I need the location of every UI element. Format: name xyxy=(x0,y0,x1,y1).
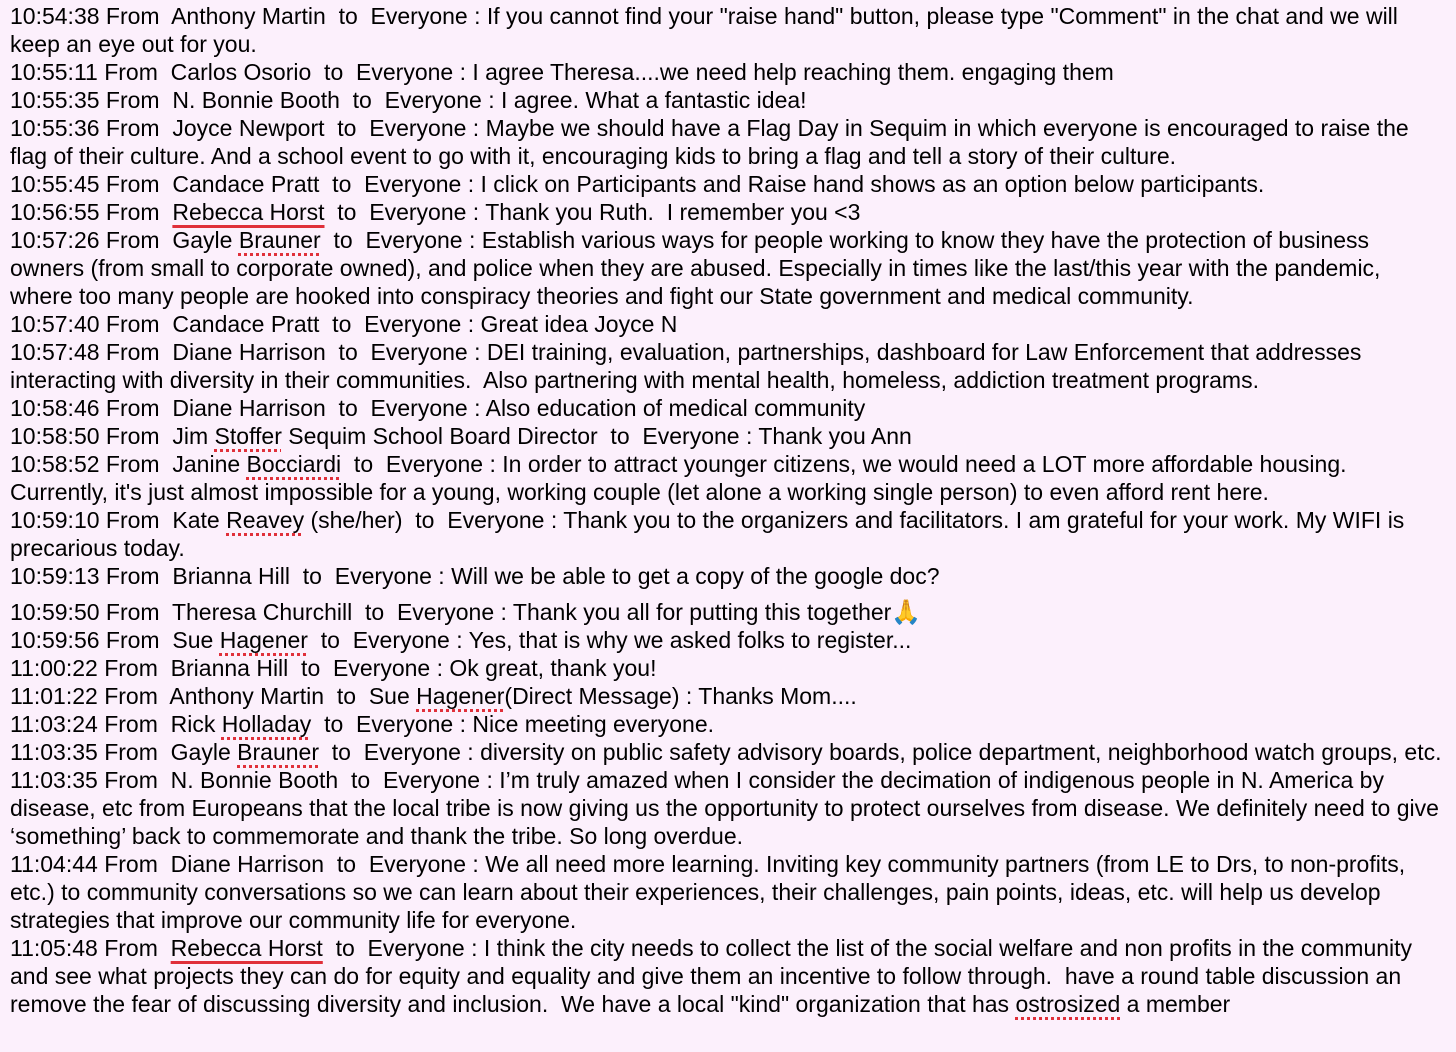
sender-name: Anthony Martin xyxy=(169,683,325,709)
message-time: 10:57:48 xyxy=(10,339,100,365)
sender-name: Brianna Hill xyxy=(170,655,289,681)
sender-name: Rebecca Horst xyxy=(170,935,323,961)
chat-message: 10:56:55 From Rebecca Horst to Everyone : Thank you Ruth. I remember you <3 xyxy=(10,199,861,225)
recipient-name: Everyone xyxy=(370,3,468,29)
message-time: 10:55:36 xyxy=(10,115,100,141)
recipient-name: Everyone xyxy=(367,935,465,961)
sender-name: Candace Pratt xyxy=(172,171,320,197)
sender-first-name: Gayle xyxy=(172,227,233,253)
recipient-name: Everyone xyxy=(356,59,454,85)
sender-pronouns: (she/her) xyxy=(310,507,403,533)
message-time: 10:59:50 xyxy=(10,599,100,625)
direct-message-tag: (Direct Message) xyxy=(504,683,680,709)
chat-message: 10:55:36 From Joyce Newport to Everyone : Maybe we should have a Flag Day in Sequim in which everyone is encouraged to raise the flag of their culture. And a school event to go with it, encouraging kids to bring a flag and tell a story of their culture. xyxy=(10,115,1416,169)
sender-last-name: Bocciardi xyxy=(246,451,342,477)
message-text: Yes, that is why we asked folks to register... xyxy=(468,627,912,653)
message-time: 11:05:48 xyxy=(10,935,98,961)
message-text: Thanks Mom.... xyxy=(698,683,857,709)
recipient-name: Everyone xyxy=(370,395,468,421)
recipient-name: Everyone xyxy=(363,739,461,765)
recipient-name: Everyone xyxy=(364,171,462,197)
sender-name: Diane Harrison xyxy=(172,395,326,421)
message-text: We all need more learning. Inviting key community partners (from LE to Drs, to non-profits, etc.) to community conversations so we can learn about their experiences, their challenges, pain points, ideas, etc. will help us develop strategies that improve our community life for everyone. xyxy=(10,851,1412,933)
recipient-name: Everyone xyxy=(369,199,467,225)
message-time: 11:03:35 xyxy=(10,767,98,793)
recipient-name: Everyone xyxy=(352,627,450,653)
sender-name: Carlos Osorio xyxy=(170,59,312,85)
chat-message: 10:59:56 From Sue Hagener to Everyone : Yes, that is why we asked folks to register... xyxy=(10,627,912,653)
sender-name: Diane Harrison xyxy=(172,339,326,365)
sender-last-name: Holladay xyxy=(221,711,312,737)
chat-message: 11:03:35 From Gayle Brauner to Everyone : diversity on public safety advisory boards, police department, neighborhood watch groups, etc. xyxy=(10,739,1442,765)
message-time: 10:58:52 xyxy=(10,451,100,477)
sender-last-name: Hagener xyxy=(219,627,308,653)
chat-message: 11:03:35 From N. Bonnie Booth to Everyone : I’m truly amazed when I consider the decimation of indigenous people in N. America by disease, etc from Europeans that the local tribe is now giving us the opportunity to protect ourselves from disease. We definitely need to give ‘something’ back to commemorate and thank the tribe. So long overdue. xyxy=(10,767,1446,849)
chat-message: 10:55:35 From N. Bonnie Booth to Everyone : I agree. What a fantastic idea! xyxy=(10,87,807,113)
recipient-name: Everyone xyxy=(368,851,466,877)
chat-message: 10:55:45 From Candace Pratt to Everyone : I click on Participants and Raise hand shows as an option below participants. xyxy=(10,171,1265,197)
chat-message: 10:59:13 From Brianna Hill to Everyone : Will we be able to get a copy of the google doc? xyxy=(10,563,940,589)
sender-first-name: Gayle xyxy=(170,739,231,765)
sender-name: N. Bonnie Booth xyxy=(172,87,340,113)
chat-message: 11:01:22 From Anthony Martin to Sue Hagener(Direct Message) : Thanks Mom.... xyxy=(10,683,857,709)
message-time: 10:58:50 xyxy=(10,423,100,449)
message-text: In order to attract younger citizens, we would need a LOT more affordable housing. Currently, it's just almost impossible for a young, working couple (let alone a working single person) to even afford rent here. xyxy=(10,451,1353,505)
chat-message: 10:58:46 From Diane Harrison to Everyone : Also education of medical community xyxy=(10,395,866,421)
message-time: 10:59:10 xyxy=(10,507,100,533)
message-text-end: a member xyxy=(1120,991,1231,1017)
sender-name: Diane Harrison xyxy=(170,851,325,877)
chat-message: 10:57:48 From Diane Harrison to Everyone : DEI training, evaluation, partnerships, dashboard for Law Enforcement that addresses interacting with diversity in their communities. Also partnering with mental health, homeless, addiction treatment programs. xyxy=(10,339,1368,393)
chat-message: 11:04:44 From Diane Harrison to Everyone : We all need more learning. Inviting key community partners (from LE to Drs, to non-profits, etc.) to community conversations so we can learn about their experiences, their challenges, pain points, ideas, etc. will help us develop strategies that improve our community life for everyone. xyxy=(10,851,1412,933)
message-time: 10:56:55 xyxy=(10,199,100,225)
message-text: DEI training, evaluation, partnerships, dashboard for Law Enforcement that addresses interacting with diversity in their communities. Also partnering with mental health, homeless, addiction treatment programs. xyxy=(10,339,1368,393)
chat-message: 10:58:52 From Janine Bocciardi to Everyone : In order to attract younger citizens, we would need a LOT more affordable housing. Currently, it's just almost impossible for a young, working couple (let alone a working single person) to even afford rent here. xyxy=(10,451,1353,505)
message-text: Thank you all for putting this together xyxy=(512,599,892,625)
message-text: Thank you to the organizers and facilitators. I am grateful for your work. My WIFI is precarious today. xyxy=(10,507,1411,561)
chat-message: 10:54:38 From Anthony Martin to Everyone : If you cannot find your "raise hand" button, please type "Comment" in the chat and we will keep an eye out for you. xyxy=(10,3,1405,57)
message-text: Thank you Ruth. I remember you <3 xyxy=(485,199,861,225)
recipient-name: Everyone xyxy=(384,87,482,113)
message-text: I agree. What a fantastic idea! xyxy=(500,87,807,113)
recipient-name: Everyone xyxy=(447,507,545,533)
message-time: 10:54:38 xyxy=(10,3,100,29)
message-time: 10:58:46 xyxy=(10,395,100,421)
message-text: Maybe we should have a Flag Day in Sequim in which everyone is encouraged to raise the flag of their culture. And a school event to go with it, encouraging kids to bring a flag and tell a story of their culture. xyxy=(10,115,1416,169)
sender-name: Rebecca Horst xyxy=(172,199,325,225)
sender-first-name: Sue xyxy=(172,627,214,653)
message-time: 11:03:24 xyxy=(10,711,98,737)
chat-message: 10:58:50 From Jim Stoffer Sequim School Board Director to Everyone : Thank you Ann xyxy=(10,423,912,449)
sender-first-name: Rick xyxy=(170,711,216,737)
message-text: Establish various ways for people working to know they have the protection of business owners (from small to corporate owned), and police when they are abused. Especially in times like the last/this year with the pandemic, where too many people are hooked into conspiracy theories and fight our State government and medical community. xyxy=(10,227,1387,309)
message-text: I click on Participants and Raise hand shows as an option below participants. xyxy=(480,171,1265,197)
message-text: Nice meeting everyone. xyxy=(472,711,715,737)
recipient-name: Everyone xyxy=(356,711,454,737)
message-text: I think the city needs to collect the list of the social welfare and non profits in the community and see what projects they can do for equity and equality and give them an incentive to follow through. have a round table discussion an remove the fear of discussing diversity and inclusion. We have a local "kind" organization that has xyxy=(10,935,1419,1017)
sender-title: Sequim School Board Director xyxy=(288,423,598,449)
sender-name: N. Bonnie Booth xyxy=(170,767,339,793)
recipient-name: Everyone xyxy=(385,451,484,477)
message-time: 10:57:26 xyxy=(10,227,100,253)
misspelled-word: ostrosized xyxy=(1015,991,1121,1017)
message-time: 11:03:35 xyxy=(10,739,98,765)
sender-last-name: Stoffer xyxy=(214,423,282,449)
sender-first-name: Kate xyxy=(172,507,220,533)
chat-message: 10:57:26 From Gayle Brauner to Everyone : Establish various ways for people working to know they have the protection of business owners (from small to corporate owned), and police when they are abused. Especially in times like the last/this year with the pandemic, where too many people are hooked into conspiracy theories and fight our State government and medical community. xyxy=(10,227,1387,309)
praying-hands-icon: 🙏 xyxy=(891,599,922,626)
message-text: Also education of medical community xyxy=(485,395,866,421)
sender-name: Theresa Churchill xyxy=(171,599,353,625)
message-text: Great idea Joyce N xyxy=(480,311,678,337)
recipient-name: Everyone xyxy=(369,115,467,141)
message-time: 11:00:22 xyxy=(10,655,98,681)
message-text: Will we be able to get a copy of the google doc? xyxy=(451,563,940,589)
sender-first-name: Janine xyxy=(172,451,241,477)
message-text: I’m truly amazed when I consider the decimation of indigenous people in N. America by disease, etc from Europeans that the local tribe is now giving us the opportunity to protect ourselves from disease. We definitely need to give ‘something’ back to commemorate and thank the tribe. So long overdue. xyxy=(10,767,1446,849)
message-text: Thank you Ann xyxy=(758,423,912,449)
recipient-first-name: Sue xyxy=(368,683,410,709)
message-time: 10:55:35 xyxy=(10,87,100,113)
chat-message: 11:05:48 From Rebecca Horst to Everyone : I think the city needs to collect the list of the social welfare and non profits in the community and see what projects they can do for equity and equality and give them an incentive to follow through. have a round table discussion an remove the fear of discussing diversity and inclusion. We have a local "kind" organization that has ostrosized a member xyxy=(10,935,1419,1017)
recipient-name: Everyone xyxy=(642,423,740,449)
chat-message: 10:57:40 From Candace Pratt to Everyone : Great idea Joyce N xyxy=(10,311,678,337)
message-text: I agree Theresa....we need help reaching them. engaging them xyxy=(472,59,1114,85)
chat-message: 11:00:22 From Brianna Hill to Everyone : Ok great, thank you! xyxy=(10,655,657,681)
message-time: 10:59:56 xyxy=(10,627,100,653)
recipient-name: Everyone xyxy=(370,339,468,365)
sender-last-name: Brauner xyxy=(237,739,319,765)
message-time: 10:55:45 xyxy=(10,171,100,197)
message-text: If you cannot find your "raise hand" button, please type "Comment" in the chat and we will keep an eye out for you. xyxy=(10,3,1405,57)
chat-message: 10:59:10 From Kate Reavey (she/her) to Everyone : Thank you to the organizers and facilitators. I am grateful for your work. My WIFI is precarious today. xyxy=(10,507,1411,561)
sender-last-name: Reavey xyxy=(226,507,305,533)
sender-first-name: Jim xyxy=(172,423,209,449)
sender-name: Joyce Newport xyxy=(172,115,325,141)
recipient-name: Everyone xyxy=(396,599,495,625)
message-time: 11:04:44 xyxy=(10,851,98,877)
sender-name: Candace Pratt xyxy=(172,311,320,337)
sender-last-name: Brauner xyxy=(238,227,321,253)
chat-message: 10:59:50 From Theresa Churchill to Everyone : Thank you all for putting this together🙏 xyxy=(10,599,922,626)
recipient-last-name: Hagener xyxy=(416,683,505,709)
recipient-name: Everyone xyxy=(334,563,432,589)
recipient-name: Everyone xyxy=(365,227,463,253)
sender-name: Brianna Hill xyxy=(172,563,290,589)
message-text: diversity on public safety advisory boards, police department, neighborhood watch groups, etc. xyxy=(480,739,1442,765)
sender-name: Anthony Martin xyxy=(171,3,326,29)
chat-message: 10:55:11 From Carlos Osorio to Everyone : I agree Theresa....we need help reaching them. engaging them xyxy=(10,59,1114,85)
recipient-name: Everyone xyxy=(333,655,431,681)
message-time: 10:59:13 xyxy=(10,563,100,589)
message-time: 10:55:11 xyxy=(10,59,98,85)
recipient-name: Everyone xyxy=(382,767,481,793)
recipient-name: Everyone xyxy=(364,311,462,337)
message-text: Ok great, thank you! xyxy=(449,655,657,681)
message-time: 10:57:40 xyxy=(10,311,100,337)
chat-message: 11:03:24 From Rick Holladay to Everyone : Nice meeting everyone. xyxy=(10,711,715,737)
message-time: 11:01:22 xyxy=(10,683,98,709)
